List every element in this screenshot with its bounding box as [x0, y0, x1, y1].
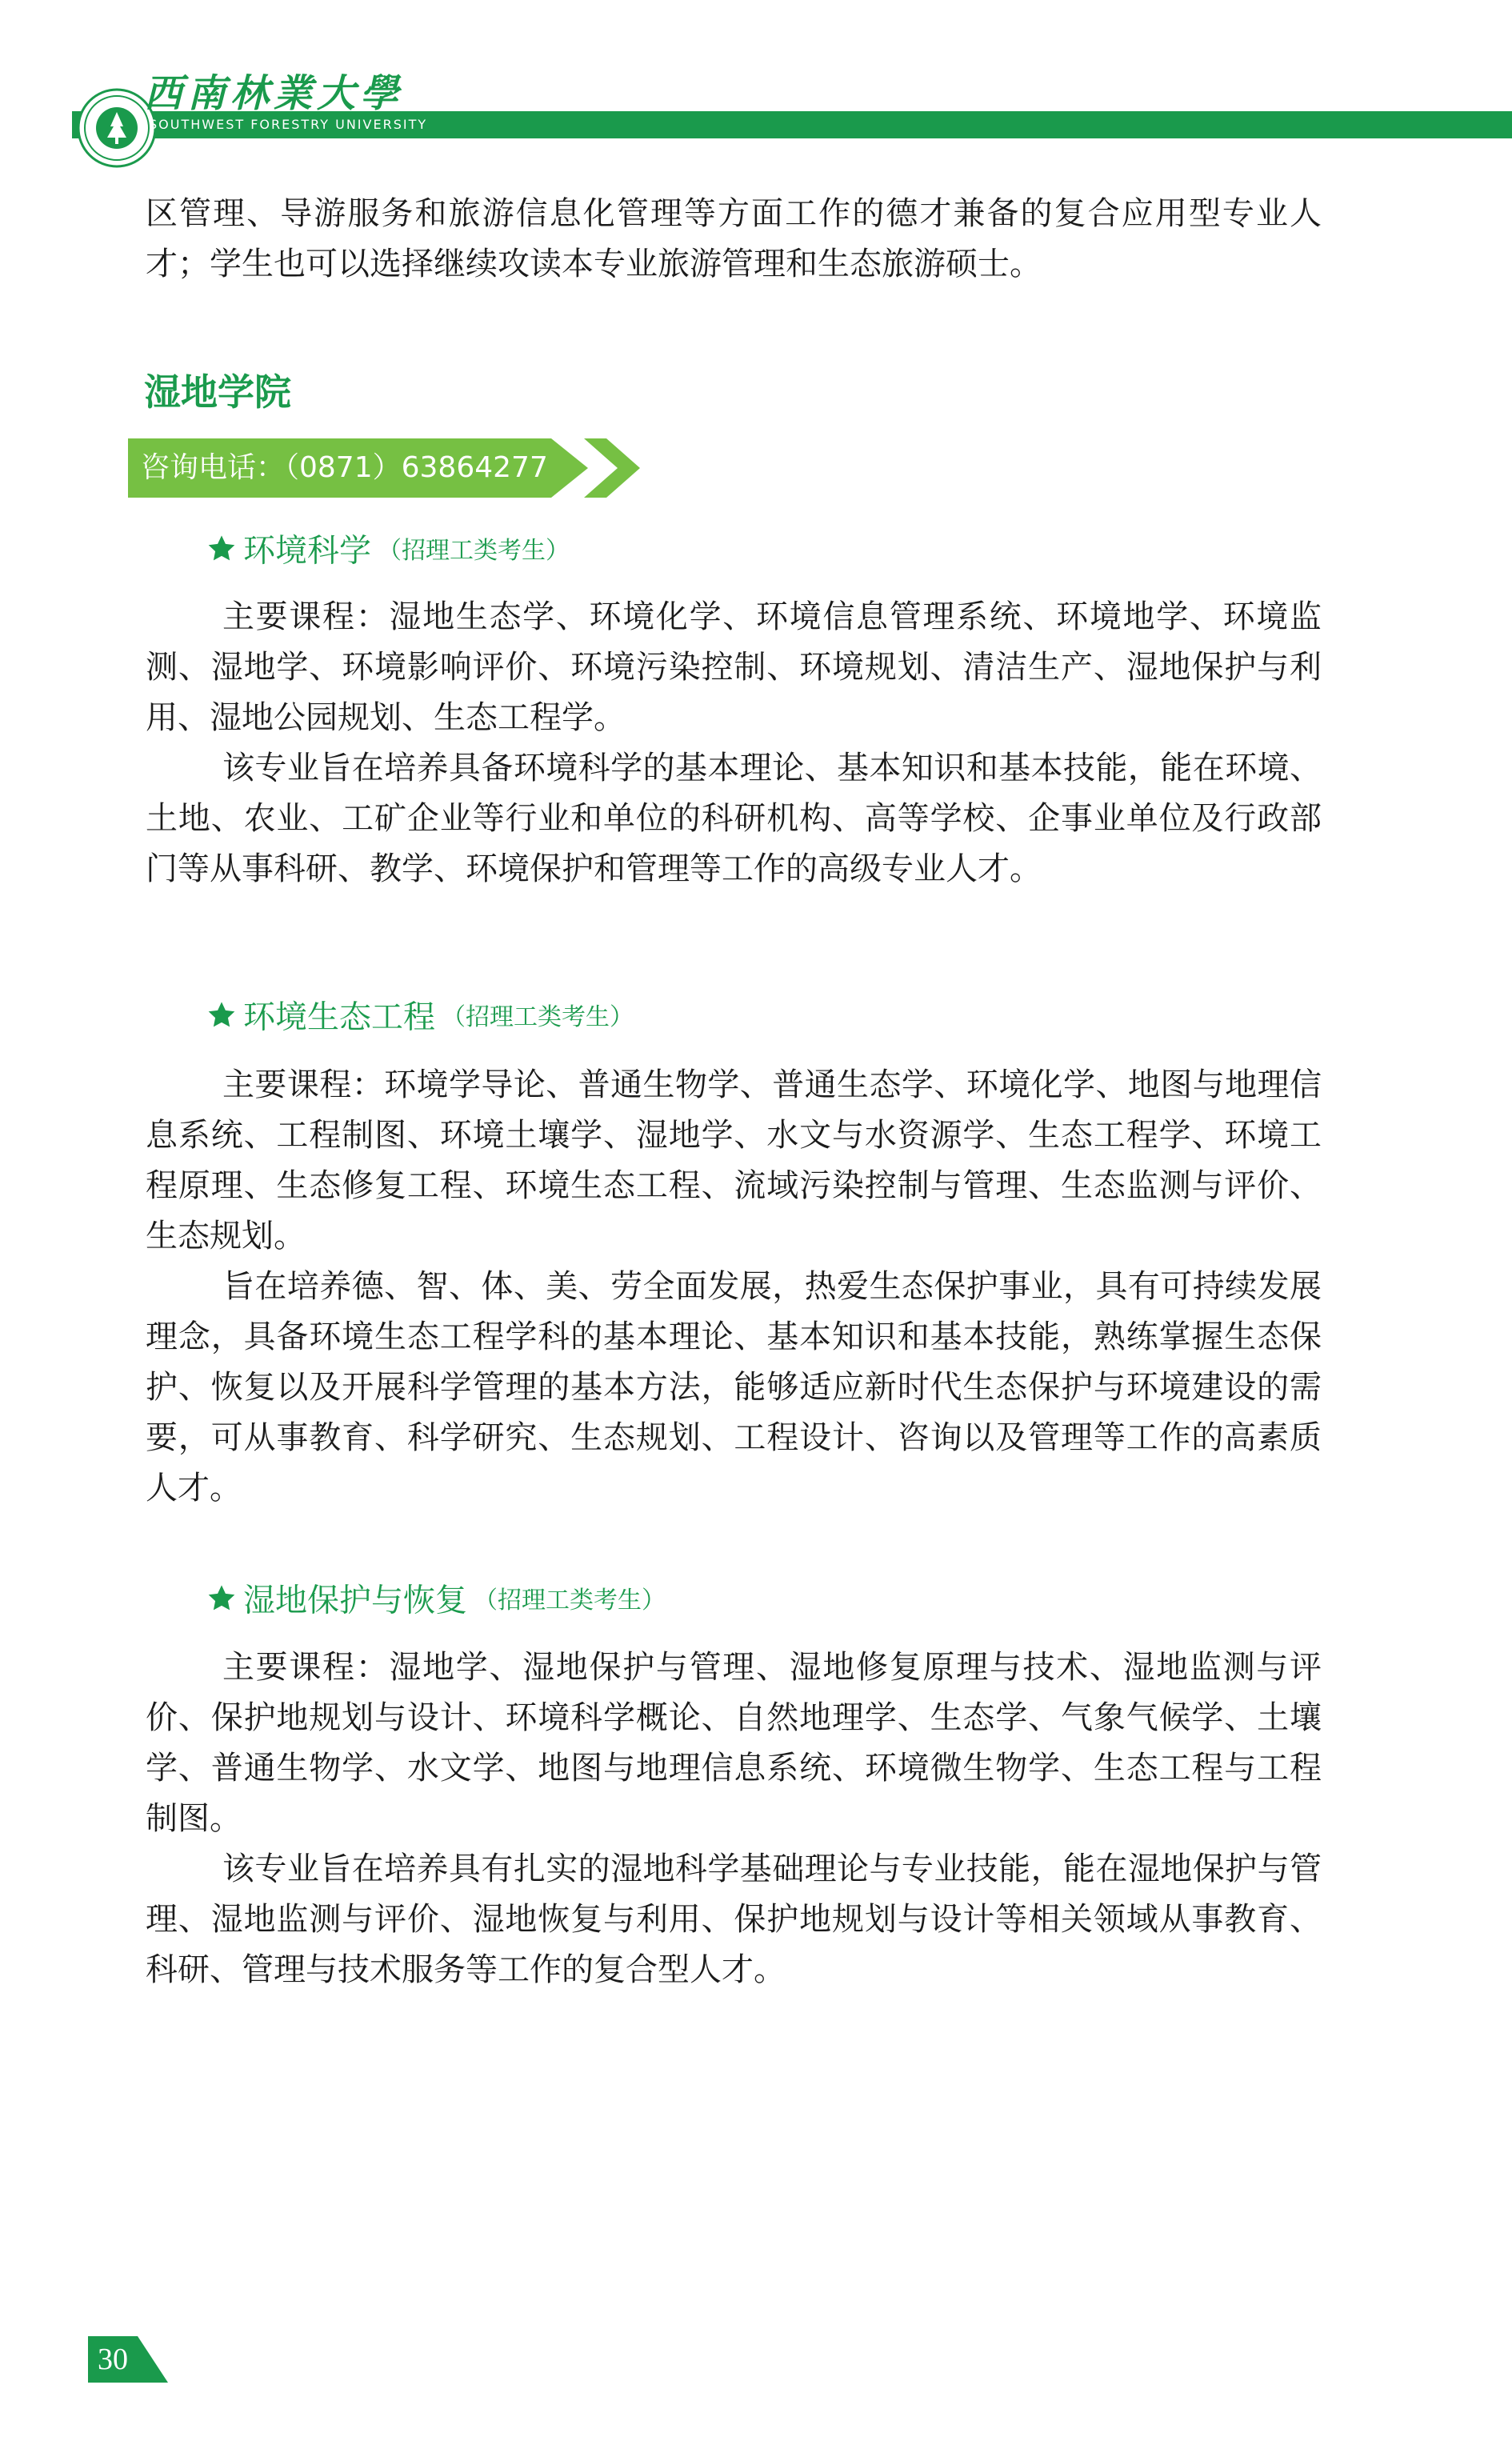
major-note: （招理工类考生） [378, 536, 570, 565]
major-courses: 主要课程：湿地生态学、环境化学、环境信息管理系统、环境地学、环境监测、湿地学、环境影响评价、环境污染控制、环境规划、清洁生产、湿地保护与利用、湿地公园规划、生态工程学。 [146, 598, 1322, 736]
intro-paragraph: 区管理、导游服务和旅游信息化管理等方面工作的德才兼备的复合应用型专业人才；学生也可以选择继续攻读本专业旅游管理和生态旅游硕士。 [146, 195, 1322, 282]
major-heading [206, 528, 570, 573]
star-icon [206, 1000, 237, 1030]
major-name: 环境生态工程 [243, 998, 435, 1036]
major-name: 环境科学 [243, 532, 371, 570]
major-goal: 旨在培养德、智、体、美、劳全面发展，热爱生态保护事业，具有可持续发展理念，具备环境生态工程学科的基本理论、基本知识和基本技能，熟练掌握生态保护、恢复以及开展科学管理的基本方法，能够适应新时代生态保护与环境建设的需要，可从事教育、科学研究、生态规划、工程设计、咨询以及管理等工作的高素质人才。 [146, 1268, 1322, 1507]
major-heading [206, 994, 634, 1039]
page-header [0, 0, 1512, 160]
major-courses: 主要课程：环境学导论、普通生物学、普通生态学、环境化学、地图与地理信息系统、工程制图、环境土壤学、湿地学、水文与水资源学、生态工程学、环境工程原理、生态修复工程、环境生态工程、流域污染控制与管理、生态监测与评价、生态规划。 [146, 1066, 1322, 1255]
phone-label: 咨询电话：（0871）63864277 [141, 451, 548, 484]
chevron-right-icon [584, 438, 640, 498]
university-name-cn: 西南林業大學 [144, 71, 404, 116]
major-note: （招理工类考生） [474, 1586, 666, 1615]
page-number: 30 [98, 2343, 128, 2376]
major-courses: 主要课程：湿地学、湿地保护与管理、湿地修复原理与技术、湿地监测与评价、保护地规划与设计、环境科学概论、自然地理学、生态学、气象气候学、土壤学、普通生物学、水文学、地图与地理信息系统、环境微生物学、生态工程与工程制图。 [146, 1649, 1322, 1837]
phone-banner [128, 438, 648, 498]
star-icon [206, 534, 237, 564]
major-note: （招理工类考生） [442, 1002, 634, 1031]
major-heading [206, 1578, 666, 1623]
major-goal: 该专业旨在培养具备环境科学的基本理论、基本知识和基本技能，能在环境、土地、农业、工矿企业等行业和单位的科研机构、高等学校、企事业单位及行政部门等从事科研、教学、环境保护和管理等工作的高级专业人才。 [146, 750, 1322, 887]
major-goal: 该专业旨在培养具有扎实的湿地科学基础理论与专业技能，能在湿地保护与管理、湿地监测与评价、湿地恢复与利用、保护地规划与设计等相关领域从事教育、科研、管理与技术服务等工作的复合型人才。 [146, 1851, 1322, 1988]
star-icon [206, 1583, 237, 1614]
major-name: 湿地保护与恢复 [243, 1582, 467, 1619]
college-title: 湿地学院 [144, 370, 291, 414]
university-name-en: SOUTHWEST FORESTRY UNIVERSITY [149, 117, 428, 132]
